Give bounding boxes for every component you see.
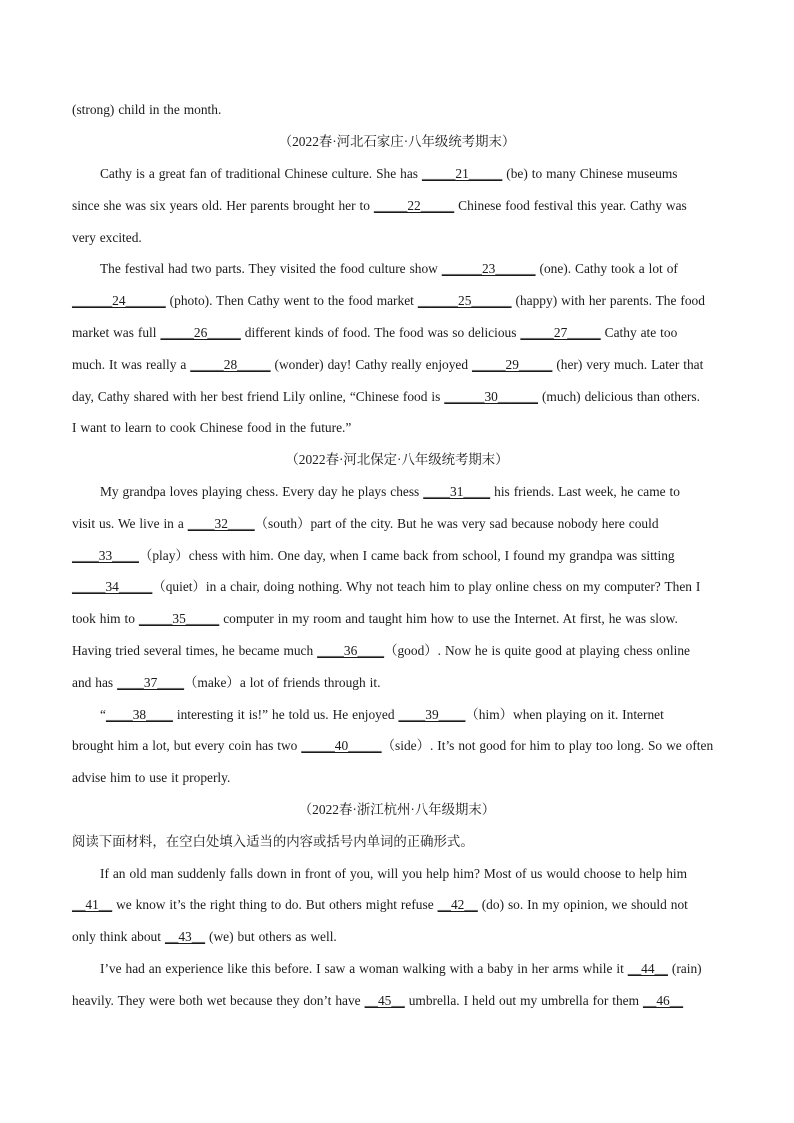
text: different kinds of food. The food was so delicious bbox=[240, 325, 521, 340]
text: took him to bbox=[72, 611, 139, 626]
section-source-heading: （2022春·浙江杭州·八年级期末） bbox=[298, 802, 496, 817]
text: My grandpa loves playing chess. Every day he plays chess bbox=[100, 484, 424, 499]
instruction-line bbox=[72, 833, 734, 851]
paragraph-line bbox=[72, 578, 734, 596]
text: （make）a lot of friends through it. bbox=[184, 675, 381, 690]
text: we know it’s the right thing to do. But others might refuse bbox=[112, 897, 438, 912]
blank-32[interactable]: ____32____ bbox=[187, 516, 255, 531]
text: only think about bbox=[72, 929, 165, 944]
paragraph-line bbox=[100, 260, 734, 278]
paragraph-line bbox=[72, 769, 734, 787]
text: his friends. Last week, he came to bbox=[490, 484, 680, 499]
blank-30[interactable]: ______30______ bbox=[444, 389, 538, 404]
text: umbrella. I held out my umbrella for them bbox=[404, 993, 643, 1008]
text: very excited. bbox=[72, 230, 142, 245]
text: and has bbox=[72, 675, 118, 690]
text: “ bbox=[100, 707, 106, 722]
text: (her) very much. Later that bbox=[552, 357, 704, 372]
text: I want to learn to cook Chinese food in the future.” bbox=[72, 420, 352, 435]
text: (we) but others as well. bbox=[205, 929, 337, 944]
blank-23[interactable]: ______23______ bbox=[441, 261, 536, 276]
blank-28[interactable]: _____28_____ bbox=[190, 357, 271, 372]
text: visit us. We live in a bbox=[72, 516, 188, 531]
blank-31[interactable]: ____31____ bbox=[423, 484, 491, 499]
text: (one). Cathy took a lot of bbox=[535, 261, 678, 276]
text: brought him a lot, but every coin has two bbox=[72, 738, 302, 753]
paragraph-line bbox=[72, 928, 734, 946]
paragraph-line bbox=[100, 865, 734, 883]
text: Chinese food festival this year. Cathy was bbox=[454, 198, 687, 213]
blank-35[interactable]: _____35_____ bbox=[138, 611, 220, 626]
text: Cathy ate too bbox=[600, 325, 678, 340]
text: (photo). Then Cathy went to the food market bbox=[165, 293, 418, 308]
text: I’ve had an experience like this before. I saw a woman walking with a baby in her arms while it bbox=[100, 961, 628, 976]
text: The festival had two parts. They visited the food culture show bbox=[100, 261, 442, 276]
blank-37[interactable]: ____37____ bbox=[117, 675, 185, 690]
text: （quiet）in a chair, doing nothing. Why not teach him to play online chess on my computer? Then I bbox=[152, 579, 701, 594]
paragraph-line bbox=[72, 356, 734, 374]
paragraph-line bbox=[72, 737, 734, 755]
text: （him）when playing on it. Internet bbox=[465, 707, 664, 722]
blank-44[interactable]: __44__ bbox=[627, 961, 668, 976]
paragraph-line bbox=[72, 896, 734, 914]
paragraph-line bbox=[72, 229, 734, 247]
instruction-text: 阅读下面材料，在空白处填入适当的内容或括号内单词的正确形式。 bbox=[72, 834, 474, 849]
blank-26[interactable]: _____26_____ bbox=[160, 325, 241, 340]
blank-29[interactable]: _____29_____ bbox=[472, 357, 553, 372]
text: day, Cathy shared with her best friend Lily online, “Chinese food is bbox=[72, 389, 445, 404]
text: advise him to use it properly. bbox=[72, 770, 231, 785]
text: (much) delicious than others. bbox=[538, 389, 700, 404]
blank-42[interactable]: __42__ bbox=[437, 897, 478, 912]
paragraph-line bbox=[100, 165, 734, 183]
text: (be) to many Chinese museums bbox=[502, 166, 678, 181]
blank-34[interactable]: _____34_____ bbox=[72, 579, 153, 594]
blank-36[interactable]: ____36____ bbox=[317, 643, 385, 658]
paragraph-line bbox=[72, 388, 734, 406]
text: (strong) child in the month. bbox=[72, 102, 222, 117]
blank-27[interactable]: _____27_____ bbox=[520, 325, 601, 340]
text: （good）. Now he is quite good at playing chess online bbox=[384, 643, 690, 658]
section-source-heading: （2022春·河北石家庄·八年级统考期末） bbox=[278, 134, 516, 149]
paragraph-line bbox=[72, 419, 734, 437]
text: (happy) with her parents. The food bbox=[511, 293, 705, 308]
text: much. It was really a bbox=[72, 357, 191, 372]
blank-24[interactable]: ______24______ bbox=[72, 293, 166, 308]
blank-38[interactable]: ____38____ bbox=[105, 707, 173, 722]
paragraph-line bbox=[72, 610, 734, 628]
paragraph-line bbox=[100, 483, 734, 501]
text: （south）part of the city. But he was very sad because nobody here could bbox=[254, 516, 659, 531]
text: （side）. It’s not good for him to play too long. So we often bbox=[381, 738, 714, 753]
blank-41[interactable]: __41__ bbox=[72, 897, 113, 912]
paragraph-line bbox=[72, 674, 734, 692]
text: interesting it is!” he told us. He enjoyed bbox=[172, 707, 399, 722]
blank-22[interactable]: _____22_____ bbox=[373, 198, 455, 213]
section-source-heading: （2022春·河北保定·八年级统考期末） bbox=[285, 452, 509, 467]
paragraph-line bbox=[100, 706, 734, 724]
text: market was full bbox=[72, 325, 161, 340]
text: （play）chess with him. One day, when I came back from school, I found my grandpa was sitting bbox=[138, 548, 675, 563]
text: since she was six years old. Her parents brought her to bbox=[72, 198, 374, 213]
paragraph-line bbox=[72, 292, 734, 310]
paragraph-line bbox=[100, 960, 734, 978]
blank-45[interactable]: __45__ bbox=[364, 993, 405, 1008]
paragraph-line bbox=[72, 101, 734, 119]
blank-46[interactable]: __46__ bbox=[642, 993, 684, 1008]
paragraph-line bbox=[72, 992, 734, 1010]
text: heavily. They were both wet because they don’t have bbox=[72, 993, 365, 1008]
blank-39[interactable]: ____39____ bbox=[398, 707, 466, 722]
text: (wonder) day! Cathy really enjoyed bbox=[270, 357, 473, 372]
text: (rain) bbox=[667, 961, 702, 976]
paragraph-line bbox=[72, 324, 734, 342]
text: computer in my room and taught him how to use the Internet. At first, he was slow. bbox=[219, 611, 678, 626]
text: (do) so. In my opinion, we should not bbox=[477, 897, 688, 912]
blank-33[interactable]: ____33____ bbox=[72, 548, 139, 563]
text: Cathy is a great fan of traditional Chinese culture. She has bbox=[100, 166, 422, 181]
paragraph-line bbox=[72, 642, 734, 660]
paragraph-line bbox=[72, 547, 734, 565]
text: If an old man suddenly falls down in front of you, will you help him? Most of us would choose to help him bbox=[100, 866, 688, 881]
blank-25[interactable]: ______25______ bbox=[417, 293, 512, 308]
blank-40[interactable]: _____40_____ bbox=[301, 738, 382, 753]
paragraph-line bbox=[72, 197, 734, 215]
paragraph-line bbox=[72, 515, 734, 533]
blank-21[interactable]: _____21_____ bbox=[421, 166, 503, 181]
text: Having tried several times, he became much bbox=[72, 643, 318, 658]
blank-43[interactable]: __43__ bbox=[164, 929, 206, 944]
